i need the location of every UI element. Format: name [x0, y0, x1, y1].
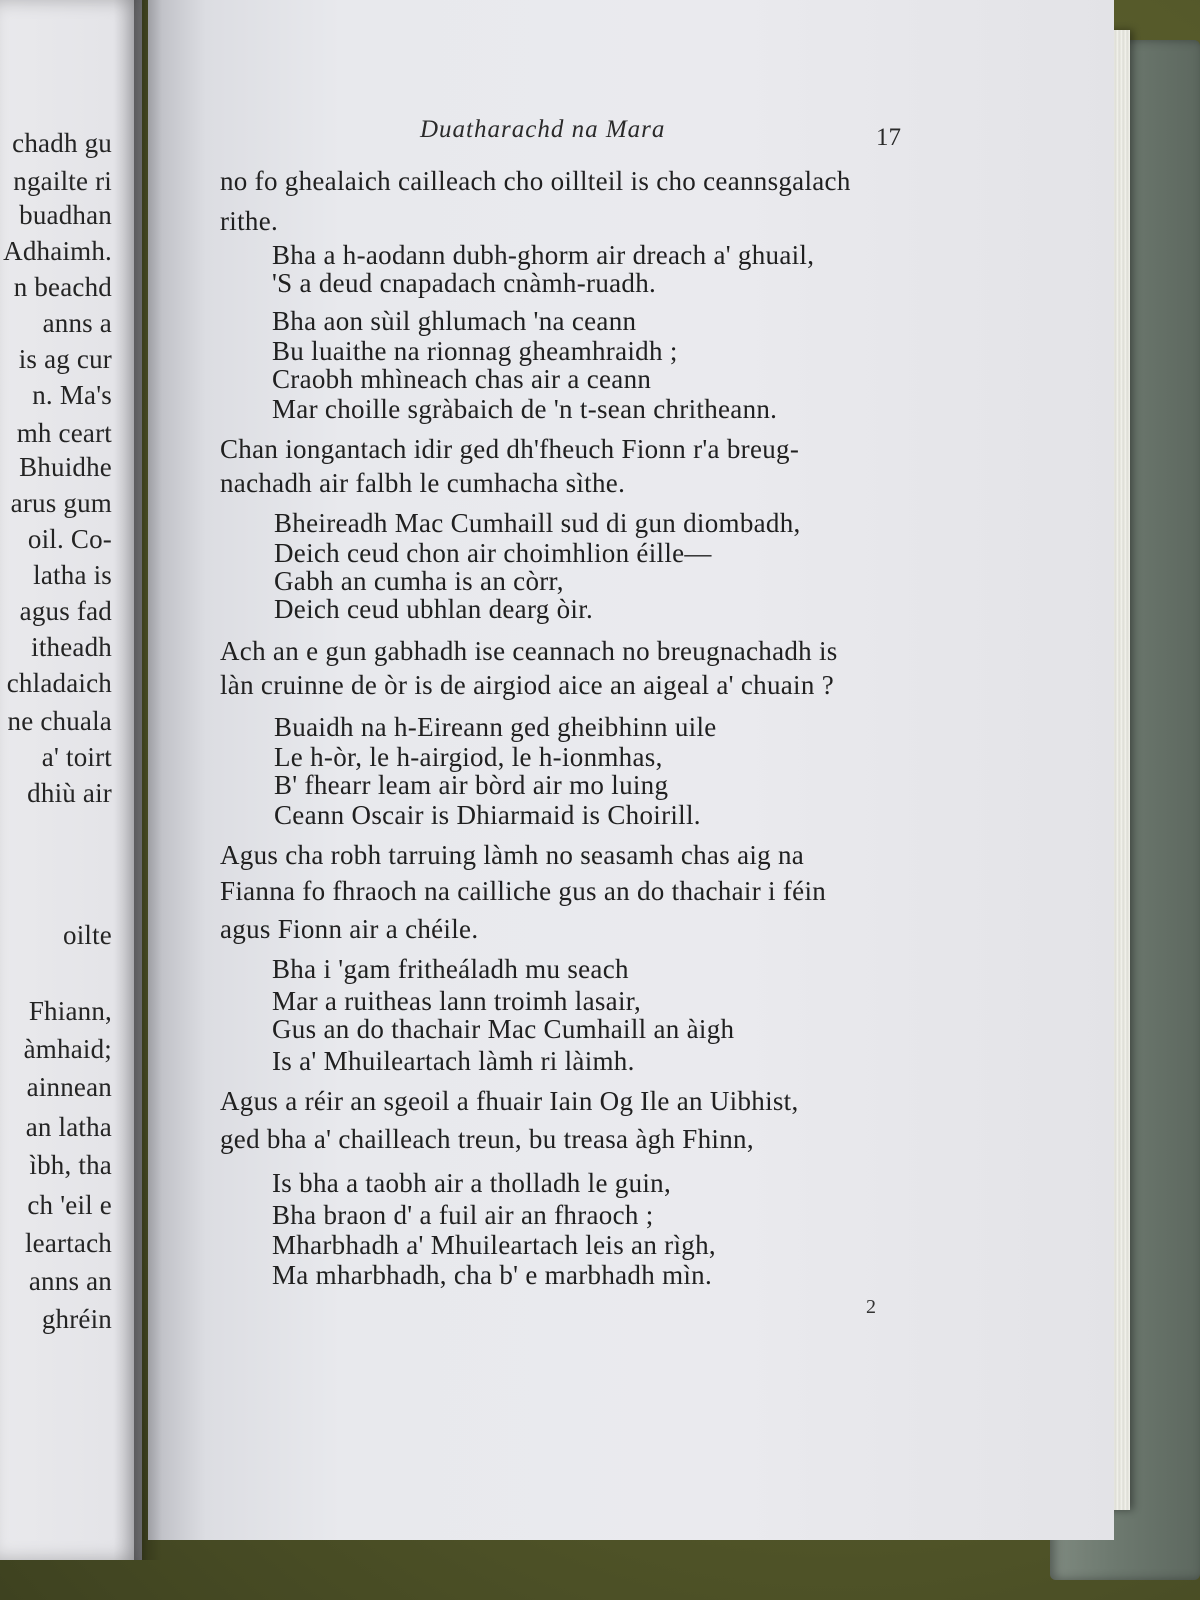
left-page-line: n beachd [13, 272, 112, 302]
page-number: 17 [876, 124, 901, 151]
verse-line: Le h-òr, le h-airgiod, le h-ionmhas, [274, 742, 663, 772]
left-page-line: anns an [28, 1266, 112, 1296]
left-page-line: ainnean [26, 1072, 112, 1102]
left-page-line: Bhuidhe [19, 452, 112, 482]
verse-line: Deich ceud ubhlan dearg òir. [274, 594, 594, 624]
left-page-line: chadh gu [12, 128, 112, 158]
left-page-line: ghréin [41, 1304, 112, 1334]
left-page-line: mh ceart [16, 418, 112, 448]
verse-line: Bha i 'gam fritheáladh mu seach [272, 954, 629, 984]
prose-line: ged bha a' chailleach treun, bu treasa àgh Fhinn, [220, 1124, 754, 1154]
verse-line: Gabh an cumha is an còrr, [274, 566, 564, 596]
verse-line: Bheireadh Mac Cumhaill sud di gun diombadh, [274, 508, 801, 538]
left-page-line: buadhan [19, 200, 112, 230]
prose-line: Chan iongantach idir ged dh'fheuch Fionn r'a breug- [220, 434, 800, 464]
left-page-line: dhiù air [27, 778, 112, 808]
verse-line: Bha a h-aodann dubh-ghorm air dreach a' ghuail, [272, 240, 815, 270]
prose-line: agus Fionn air a chéile. [220, 914, 479, 944]
left-page-line: ngailte ri [13, 166, 112, 196]
verse-line: Bha aon sùil ghlumach 'na ceann [272, 306, 637, 336]
verse-line: 'S a deud cnapadach cnàmh-ruadh. [272, 268, 657, 298]
prose-line: Agus cha robh tarruing làmh no seasamh chas aig na [220, 840, 805, 870]
book-gutter-shadow [134, 0, 162, 1560]
left-page-line: is ag cur [18, 344, 112, 374]
left-page-line: ne chuala [7, 706, 112, 736]
verse-line: Ma mharbhadh, cha b' e marbhadh mìn. [272, 1260, 713, 1290]
left-page-line: arus gum [10, 488, 112, 518]
running-head: Duatharachd na Mara [420, 116, 666, 143]
verse-line: Craobh mhìneach chas air a ceann [272, 364, 652, 394]
left-page-line: àmhaid; [23, 1034, 112, 1064]
left-page-line: ìbh, tha [29, 1150, 112, 1180]
left-page-line: chladaich [6, 668, 112, 698]
verse-line: Buaidh na h-Eireann ged gheibhinn uile [274, 712, 717, 742]
left-page-line: oil. Co- [27, 524, 112, 554]
left-page-line: ch 'eil e [27, 1190, 112, 1220]
prose-line: Ach an e gun gabhadh ise ceannach no breugnachadh is [220, 636, 838, 666]
verse-line: Is bha a taobh air a tholladh le guin, [272, 1168, 672, 1198]
left-page-line: agus fad [19, 596, 112, 626]
prose-line: Fianna fo fhraoch na cailliche gus an do thachair i féin [220, 876, 827, 906]
prose-line: làn cruinne de òr is de airgiod aice an aigeal a' chuain ? [220, 670, 834, 700]
verse-line: Deich ceud chon air choimhlion éille— [274, 538, 712, 568]
verse-line: B' fhearr leam air bòrd air mo luing [274, 770, 669, 800]
left-page [0, 0, 142, 1560]
left-page-line: a' toirt [41, 742, 112, 772]
left-page-line: latha is [33, 560, 112, 590]
left-page-line: Fhiann, [28, 996, 112, 1026]
left-page-line: itheadh [31, 632, 112, 662]
prose-line: no fo ghealaich cailleach cho oillteil is cho ceannsgalach [220, 166, 851, 196]
prose-line: rithe. [220, 206, 279, 236]
left-page-line: Adhaimh. [3, 236, 112, 266]
verse-line: Bha braon d' a fuil air an fhraoch ; [272, 1200, 654, 1230]
left-page-line: an latha [25, 1112, 112, 1142]
verse-line: Ceann Oscair is Dhiarmaid is Choirill. [274, 800, 701, 830]
verse-line: Is a' Mhuileartach làmh ri làimh. [272, 1046, 635, 1076]
verse-line: Bu luaithe na rionnag gheamhraidh ; [272, 336, 678, 366]
prose-line: nachadh air falbh le cumhacha sìthe. [220, 468, 626, 498]
verse-line: Gus an do thachair Mac Cumhaill an àigh [272, 1014, 735, 1044]
verse-line: Mharbhadh a' Mhuileartach leis an rìgh, [272, 1230, 716, 1260]
prose-line: Agus a réir an sgeoil a fhuair Iain Og Ile an Uibhist, [220, 1086, 799, 1116]
verse-line: Mar choille sgràbaich de 'n t-sean chritheann. [272, 394, 778, 424]
left-page-line: n. Ma's [32, 380, 112, 410]
left-page-line: anns a [42, 308, 112, 338]
left-page-line: leartach [24, 1228, 112, 1258]
verse-line: Mar a ruitheas lann troimh lasair, [272, 986, 642, 1016]
left-page-line: oilte [63, 920, 112, 950]
signature-mark: 2 [866, 1296, 876, 1318]
